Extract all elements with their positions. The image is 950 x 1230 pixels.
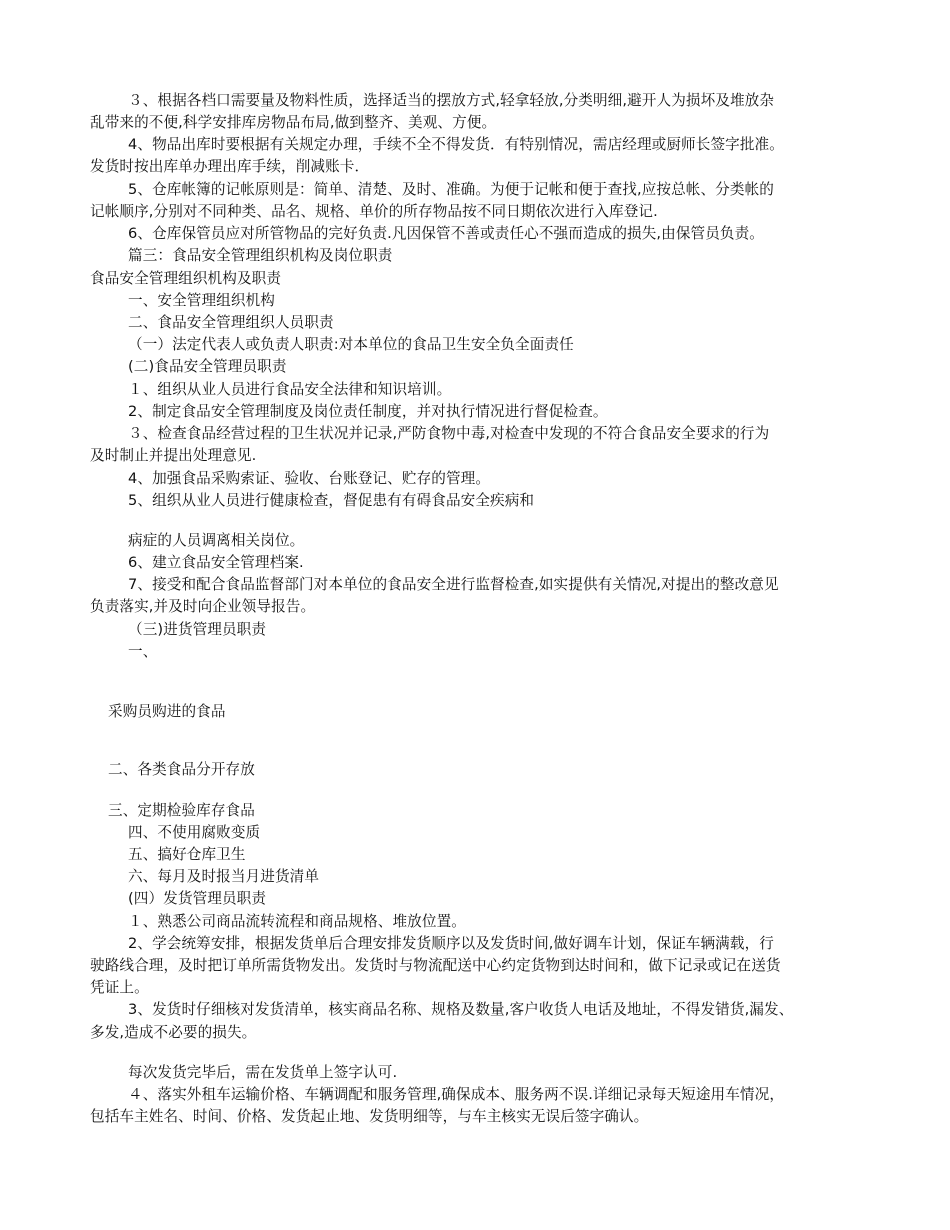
paragraph-line: ３、检查食品经营过程的卫生状况并记录,严防食物中毒,对检查中发现的不符合食品安全要求的行为	[128, 425, 770, 442]
list-item: 二、各类食品分开存放	[108, 761, 255, 778]
heading-line: 二、食品安全管理组织人员职责	[128, 314, 334, 331]
paragraph-line: １、熟悉公司商品流转流程和商品规格、堆放位置。	[128, 913, 466, 930]
paragraph-line: 2、学会统筹安排，根据发货单后合理安排发货顺序以及发货时间,做好调车计划，保证车辆满载，行	[128, 935, 774, 952]
subheading-line: (二)食品安全管理员职责	[128, 358, 287, 375]
paragraph-line: 6、仓库保管员应对所管物品的完好负责.凡因保管不善或责任心不强而造成的损失,由保管员负责。	[128, 225, 765, 242]
paragraph-line: 3、发货时仔细核对发货清单，核实商品名称、规格及数量,客户收货人电话及地址，不得发错货,漏发、	[128, 1001, 794, 1018]
paragraph-line: ３、根据各档口需要量及物料性质，选择适当的摆放方式,轻拿轻放,分类明细,避开人为损坏及堆放杂	[128, 92, 775, 109]
paragraph-line: １、组织从业人员进行食品安全法律和知识培训。	[128, 381, 452, 398]
paragraph-line: 凭证上。	[90, 979, 149, 996]
paragraph-line: ４、落实外租车运输价格、车辆调配和服务管理,确保成本、服务两不误.详细记录每天短途用车情况，	[128, 1086, 785, 1103]
list-item: 五、搞好仓库卫生	[128, 846, 246, 863]
paragraph-line: 2、制定食品安全管理制度及岗位责任制度，并对执行情况进行督促检查。	[128, 403, 608, 420]
list-item: 六、每月及时报当月进货清单	[128, 868, 320, 885]
paragraph-line: 每次发货完毕后，需在发货单上签字认可.	[128, 1064, 398, 1081]
subheading-line: （三)进货管理员职责	[128, 621, 267, 638]
list-item: 一、	[128, 643, 158, 660]
paragraph-line: 病症的人员调离相关岗位。	[128, 532, 305, 549]
list-item: 采购员购进的食品	[108, 703, 226, 720]
paragraph-line: 驶路线合理，及时把订单所需货物发出。发货时与物流配送中心约定货物到达时间和，做下记录或记在送货	[90, 957, 781, 974]
paragraph-line: 4、物品出库时要根据有关规定办理，手续不全不得发货．有特别情况，需店经理或厨师长签字批准。	[128, 136, 784, 153]
paragraph-line: 多发,造成不必要的损失。	[90, 1024, 257, 1041]
paragraph-line: 5、组织从业人员进行健康检查，督促患有有碍食品安全疾病和	[128, 492, 535, 509]
paragraph-line: 记帐顺序,分别对不同种类、品名、规格、单价的所存物品按不同日期依次进行入库登记.	[90, 203, 658, 220]
subheading-line: (四）发货管理员职责	[128, 890, 267, 907]
paragraph-line: 包括车主姓名、时间、价格、发货起止地、发货明细等，与车主核实无误后签字确认。	[90, 1108, 649, 1125]
paragraph-line: 6、建立食品安全管理档案.	[128, 554, 304, 571]
list-item: 三、定期检验库存食品	[108, 802, 255, 819]
paragraph-line: 7、接受和配合食品监督部门对本单位的食品安全进行监督检查,如实提供有关情况,对提出的整改意见	[128, 576, 779, 593]
paragraph-line: 负责落实,并及时向企业领导报告。	[90, 598, 316, 615]
paragraph-line: 4、加强食品采购索证、验收、台账登记、贮存的管理。	[128, 470, 491, 487]
section-heading: 篇三：食品安全管理组织机构及岗位职责	[128, 247, 393, 264]
heading-line: 一、安全管理组织机构	[128, 292, 275, 309]
list-item: 四、不使用腐败变质	[128, 824, 261, 841]
document-title: 食品安全管理组织机构及职责	[90, 270, 282, 287]
paragraph-line: 乱带来的不便,科学安排库房物品布局,做到整齐、美观、方便。	[90, 114, 497, 131]
paragraph-line: 5、仓库帐簿的记帐原则是：简单、清楚、及时、准确。为便于记帐和便于查找,应按总帐、分类帐的	[128, 181, 774, 198]
paragraph-line: （一）法定代表人或负责人职责:对本单位的食品卫生安全负全面责任	[128, 336, 574, 353]
paragraph-line: 及时制止并提出处理意见.	[90, 447, 257, 464]
paragraph-line: 发货时按出库单办理出库手续，削减账卡．	[90, 158, 370, 175]
